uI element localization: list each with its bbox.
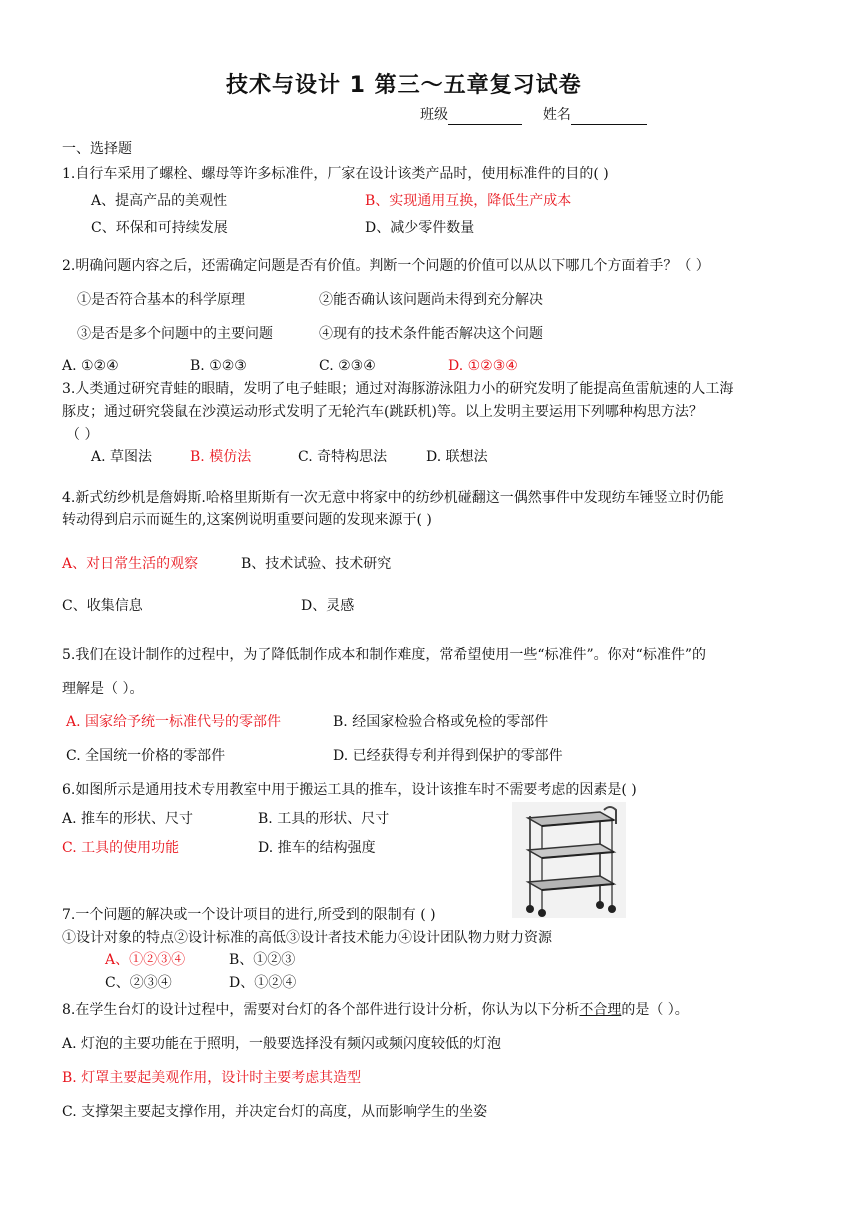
q3-line-3: （ ） [66,427,99,443]
q1-option-b: B、实现通用互换，降低生产成本 [365,193,572,209]
class-blank[interactable] [448,110,522,125]
q5-line-1: 5.我们在设计制作的过程中，为了降低制作成本和制作难度，常希望使用一些“标准件”。你对“标准件”的 [62,647,706,663]
q1-option-a: A、提高产品的美观性 [91,193,228,209]
q2-option-d: D. ①②③④ [448,358,518,374]
q7-option-b: B、①②③ [229,952,296,968]
q3-line-1: 3.人类通过研究青蛙的眼睛，发明了电子蛙眼；通过对海豚游泳阻力小的研究发明了能提高鱼雷航速的人工海 [62,381,734,397]
q3-option-b: B. 模仿法 [190,449,252,465]
q8-stem-end: 的是（ ）。 [621,1002,689,1018]
q2-option-c: C. ②③④ [319,358,376,374]
page-title: 技术与设计 1 第三～五章复习试卷 [226,73,582,98]
q8-option-a: A. 灯泡的主要功能在于照明，一般要选择没有频闪或频闪度较低的灯泡 [62,1036,502,1052]
q7-stem: 7.一个问题的解决或一个设计项目的进行,所受到的限制有 ( ) [62,907,436,923]
q1-option-c: C、环保和可持续发展 [91,220,228,236]
q8-stem-emphasis: 不合理 [579,1002,622,1018]
name-blank[interactable] [571,110,647,125]
q5-option-a: A. 国家给予统一标准代号的零部件 [66,714,282,730]
q2-stem: 2.明确问题内容之后，还需确定问题是否有价值。判断一个问题的价值可以从以下哪几个方面着手？（ ） [62,258,710,274]
q4-option-b: B、技术试验、技术研究 [241,556,392,572]
class-label: 班级 [420,107,448,123]
q6-option-c: C. 工具的使用功能 [62,840,180,856]
q3-option-a: A. 草图法 [91,449,153,465]
q4-option-a: A、对日常生活的观察 [62,556,199,572]
q8-option-c: C. 支撑架主要起支撑作用，并决定台灯的高度，从而影响学生的坐姿 [62,1104,488,1120]
q8-stem [62,1002,689,1020]
q4-option-d: D、灵感 [301,598,355,614]
q7-option-c: C、②③④ [105,975,172,991]
q4-option-c: C、收集信息 [62,598,143,614]
q2-option-a: A. ①②④ [62,358,119,374]
class-field [420,107,647,125]
q2-statement-4: ④现有的技术条件能否解决这个问题 [319,326,543,342]
q2-statement-3: ③是否是多个问题中的主要问题 [77,326,273,342]
q7-items: ①设计对象的特点②设计标准的高低③设计者技术能力④设计团队物力财力资源 [62,930,552,946]
q7-option-a: A、①②③④ [105,952,186,968]
q4-line-2: 转动得到启示而诞生的,这案例说明重要问题的发现来源于( ) [62,512,432,528]
q6-stem: 6.如图所示是通用技术专用教室中用于搬运工具的推车，设计该推车时不需要考虑的因素是( ) [62,782,637,798]
q5-option-d: D. 已经获得专利并得到保护的零部件 [333,748,563,764]
q6-option-d: D. 推车的结构强度 [258,840,376,856]
q5-option-c: C. 全国统一价格的零部件 [66,748,226,764]
q6-option-a: A. 推车的形状、尺寸 [62,811,194,827]
q1-stem: 1.自行车采用了螺栓、螺母等许多标准件，厂家在设计该类产品时，使用标准件的目的( ) [62,166,609,182]
q3-option-c: C. 奇特构思法 [298,449,388,465]
q3-option-d: D. 联想法 [426,449,488,465]
trolley-image [512,802,626,918]
q4-line-1: 4.新式纺纱机是詹姆斯.哈格里斯斯有一次无意中将家中的纺纱机碰翻这一偶然事件中发现纺车锤竖立时仍能 [62,490,724,506]
q2-statement-1: ①是否符合基本的科学原理 [77,292,245,308]
q1-option-d: D、减少零件数量 [365,220,475,236]
q8-option-b: B. 灯罩主要起美观作用，设计时主要考虑其造型 [62,1070,362,1086]
q2-option-b: B. ①②③ [190,358,247,374]
q2-statement-2: ②能否确认该问题尚未得到充分解决 [319,292,543,308]
q5-line-2: 理解是（ ）。 [62,681,144,697]
name-label: 姓名 [542,107,571,123]
q5-option-b: B. 经国家检验合格或免检的零部件 [333,714,549,730]
section-heading: 一、选择题 [62,141,132,157]
q7-option-d: D、①②④ [229,975,297,991]
q6-option-b: B. 工具的形状、尺寸 [258,811,390,827]
q3-line-2: 豚皮；通过研究袋鼠在沙漠运动形式发明了无轮汽车(跳跃机)等。以上发明主要运用下列哪种构思方法？ [62,404,703,420]
q8-stem-start: 8.在学生台灯的设计过程中，需要对台灯的各个部件进行设计分析，你认为以下分析 [62,1002,580,1018]
